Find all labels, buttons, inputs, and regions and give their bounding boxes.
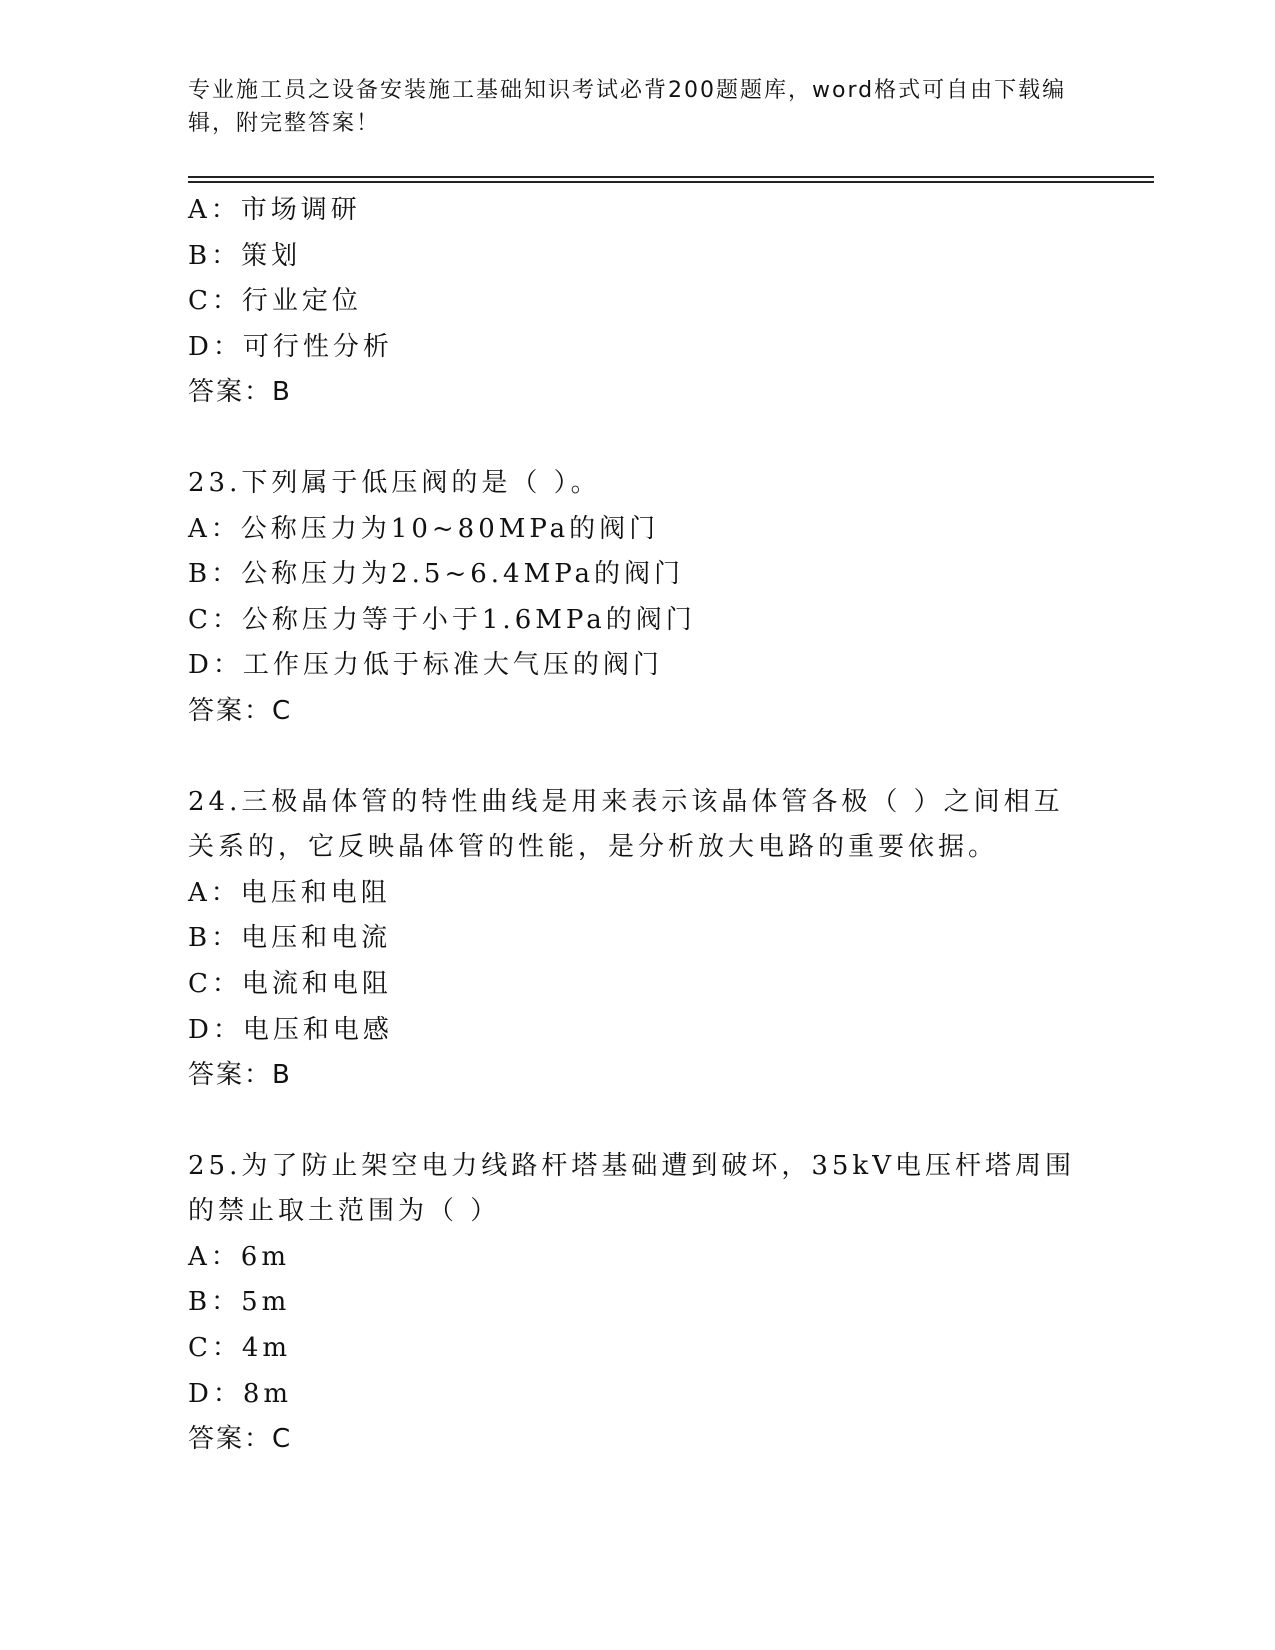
- question-22: [188, 188, 1088, 416]
- question-25: [188, 1144, 1088, 1463]
- option-d: D：8m: [188, 1378, 293, 1409]
- option-a: A：公称压力为10~80MPa的阀门: [188, 513, 660, 544]
- header-divider-top: [188, 176, 1154, 178]
- header-divider-bottom: [188, 181, 1154, 183]
- spacer: [188, 735, 1088, 780]
- option-b: B：策划: [188, 240, 302, 271]
- question-23: [188, 461, 1088, 735]
- answer: 答案：B: [188, 377, 292, 408]
- option-d: D：电压和电感: [188, 1014, 393, 1045]
- option-b: B：公称压力为2.5~6.4MPa的阀门: [188, 559, 685, 590]
- question-24: [188, 780, 1088, 1099]
- option-c: C：行业定位: [188, 286, 362, 317]
- answer: 答案：B: [188, 1060, 292, 1091]
- option-b: B：5m: [188, 1287, 291, 1318]
- spacer: [188, 1099, 1088, 1144]
- option-a: A：电压和电阻: [188, 877, 391, 908]
- question-text: 23.下列属于低压阀的是（ ）。: [188, 467, 601, 498]
- option-c: C：公称压力等于小于1.6MPa的阀门: [188, 604, 696, 635]
- answer: 答案：C: [188, 1424, 293, 1455]
- question-text: 24.三极晶体管的特性曲线是用来表示该晶体管各极（ ）之间相互关系的，它反映晶体管的性能，是分析放大电路的重要依据。: [188, 786, 1064, 863]
- option-a: A：6m: [188, 1241, 290, 1272]
- spacer: [188, 416, 1088, 461]
- document-header: 专业施工员之设备安装施工基础知识考试必背200题题库，word格式可自由下载编辑，附完整答案！: [188, 78, 1067, 136]
- option-d: D：可行性分析: [188, 331, 393, 362]
- option-b: B：电压和电流: [188, 923, 392, 954]
- question-text: 25.为了防止架空电力线路杆塔基础遭到破坏，35kV电压杆塔周围的禁止取土范围为（ ）: [188, 1150, 1075, 1227]
- option-a: A：市场调研: [188, 195, 361, 225]
- option-c: C：4m: [188, 1333, 292, 1364]
- question-list: [188, 188, 1088, 1463]
- option-c: C：电流和电阻: [188, 968, 392, 999]
- answer: 答案：C: [188, 695, 293, 726]
- option-d: D：工作压力低于标准大气压的阀门: [188, 650, 663, 681]
